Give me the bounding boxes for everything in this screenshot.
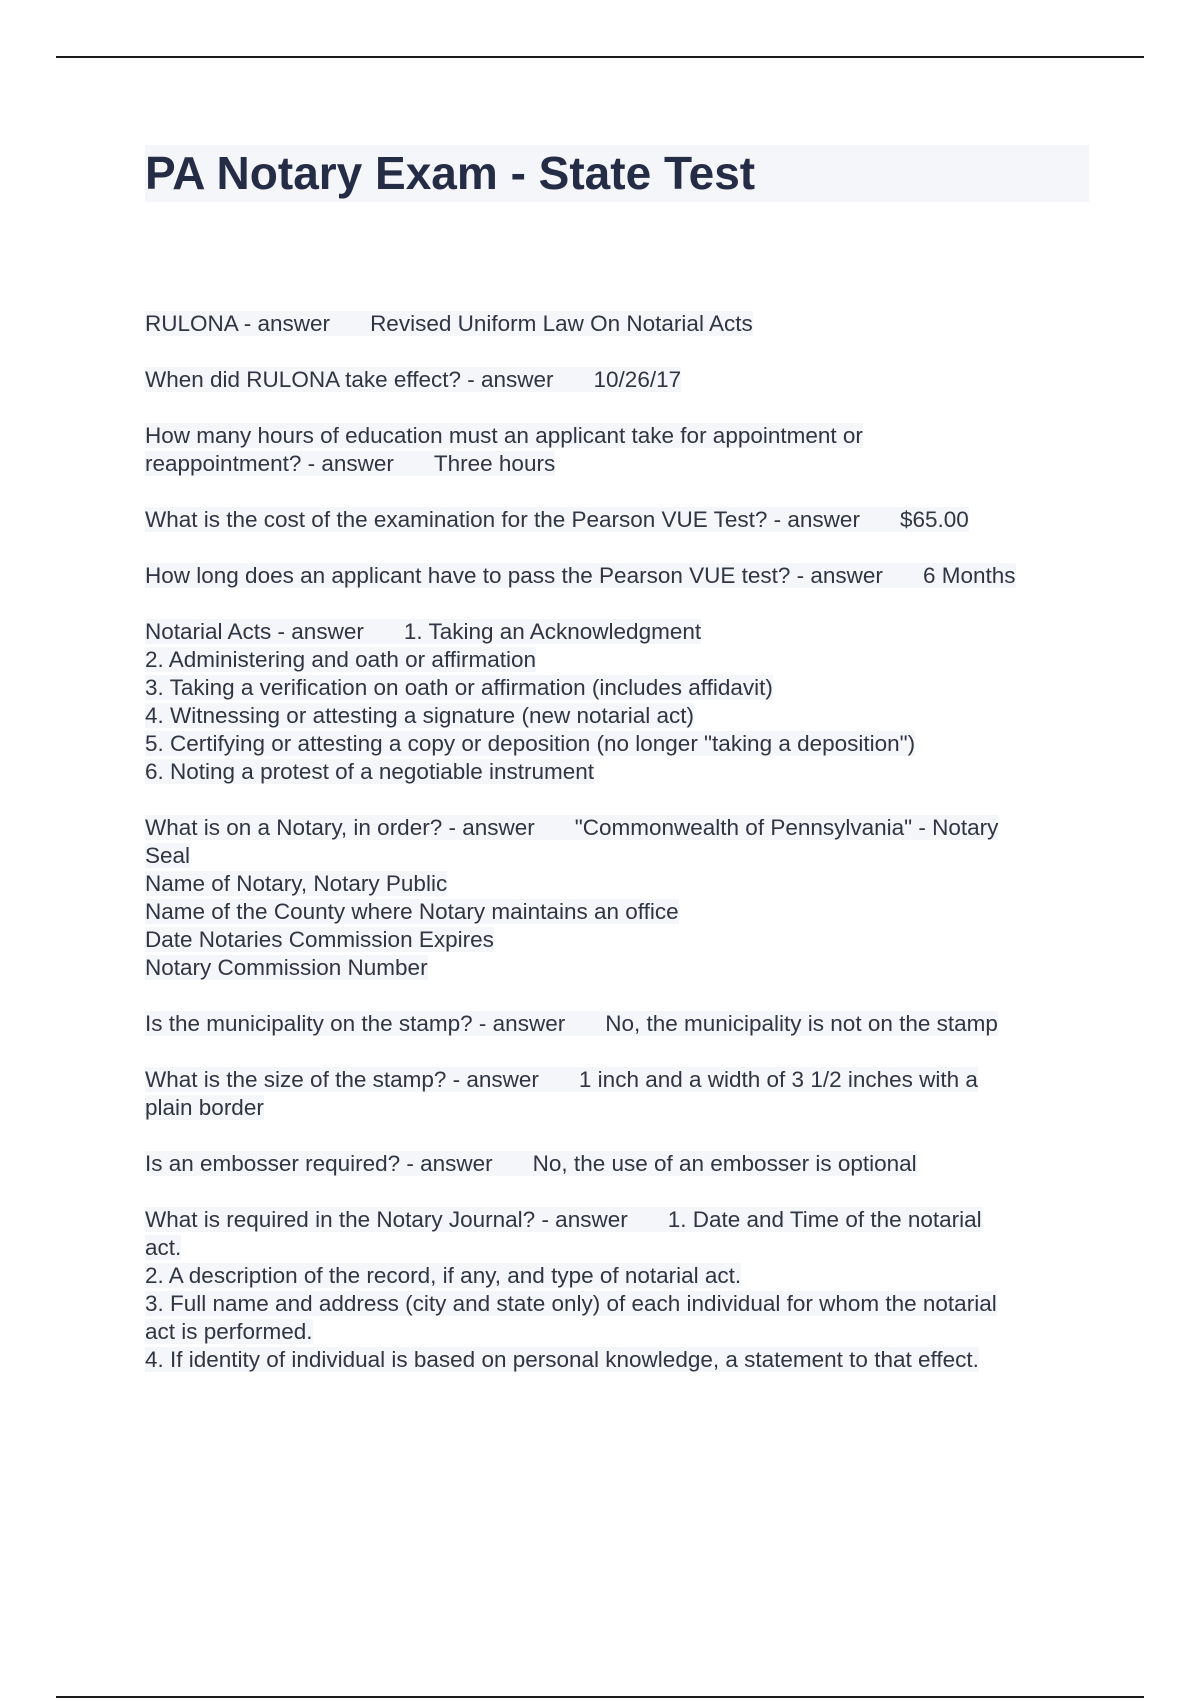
list-item: 4. If identity of individual is based on personal knowledge, a statement to that effect. — [145, 1347, 979, 1372]
qa-item — [145, 618, 1090, 786]
list-item: 3. Taking a verification on oath or affirmation (includes affidavit) — [145, 675, 773, 700]
question: How long does an applicant have to pass the Pearson VUE test? - answer — [145, 563, 883, 588]
answer: 10/26/17 — [593, 367, 682, 392]
qa-item — [145, 814, 1090, 982]
answer: 1 inch and a width of 3 1/2 inches with a — [578, 1067, 978, 1092]
question: Is the municipality on the stamp? - answer — [145, 1011, 566, 1036]
answer-cont: plain border — [145, 1095, 264, 1120]
qa-item — [145, 1066, 1090, 1122]
question: How many hours of education must an applicant take for appointment or — [145, 423, 863, 448]
top-rule — [56, 56, 1144, 58]
answer-cont: act. — [145, 1235, 182, 1260]
answer: $65.00 — [899, 507, 969, 532]
qa-item — [145, 366, 1090, 394]
question: What is on a Notary, in order? - answer — [145, 815, 535, 840]
answer: Revised Uniform Law On Notarial Acts — [370, 311, 753, 336]
list-item: Name of Notary, Notary Public — [145, 871, 448, 896]
page-title: PA Notary Exam - State Test — [145, 147, 756, 199]
answer-cont: Seal — [145, 843, 191, 868]
question: Notarial Acts - answer — [145, 619, 364, 644]
question: What is the size of the stamp? - answer — [145, 1067, 539, 1092]
answer: No, the use of an embosser is optional — [532, 1151, 917, 1176]
list-item: act is performed. — [145, 1319, 313, 1344]
answer: "Commonwealth of Pennsylvania" - Notary — [574, 815, 999, 840]
answer: 1. Date and Time of the notarial — [667, 1207, 982, 1232]
question: RULONA - answer — [145, 311, 331, 336]
list-item: Date Notaries Commission Expires — [145, 927, 494, 952]
qa-item — [145, 562, 1090, 590]
list-item: 2. A description of the record, if any, and type of notarial act. — [145, 1263, 742, 1288]
question-cont: reappointment? - answer — [145, 451, 394, 476]
qa-item — [145, 1150, 1090, 1178]
qa-list — [145, 310, 1090, 1402]
answer: No, the municipality is not on the stamp — [605, 1011, 998, 1036]
qa-item — [145, 1206, 1090, 1374]
list-item: 6. Noting a protest of a negotiable instrument — [145, 759, 595, 784]
question: What is the cost of the examination for the Pearson VUE Test? - answer — [145, 507, 860, 532]
list-item: 2. Administering and oath or affirmation — [145, 647, 537, 672]
question: Is an embosser required? - answer — [145, 1151, 493, 1176]
qa-item — [145, 310, 1090, 338]
list-item: Notary Commission Number — [145, 955, 428, 980]
list-item: 5. Certifying or attesting a copy or deposition (no longer "taking a deposition") — [145, 731, 916, 756]
list-item: 4. Witnessing or attesting a signature (new notarial act) — [145, 703, 695, 728]
list-item: 3. Full name and address (city and state only) of each individual for whom the notarial — [145, 1291, 997, 1316]
qa-item — [145, 422, 1090, 478]
qa-item — [145, 1010, 1090, 1038]
answer: 1. Taking an Acknowledgment — [403, 619, 702, 644]
answer: 6 Months — [922, 563, 1016, 588]
qa-item — [145, 506, 1090, 534]
answer: Three hours — [433, 451, 556, 476]
question: When did RULONA take effect? - answer — [145, 367, 554, 392]
list-item: Name of the County where Notary maintains an office — [145, 899, 679, 924]
question: What is required in the Notary Journal? - answer — [145, 1207, 628, 1232]
bottom-rule — [56, 1696, 1144, 1698]
